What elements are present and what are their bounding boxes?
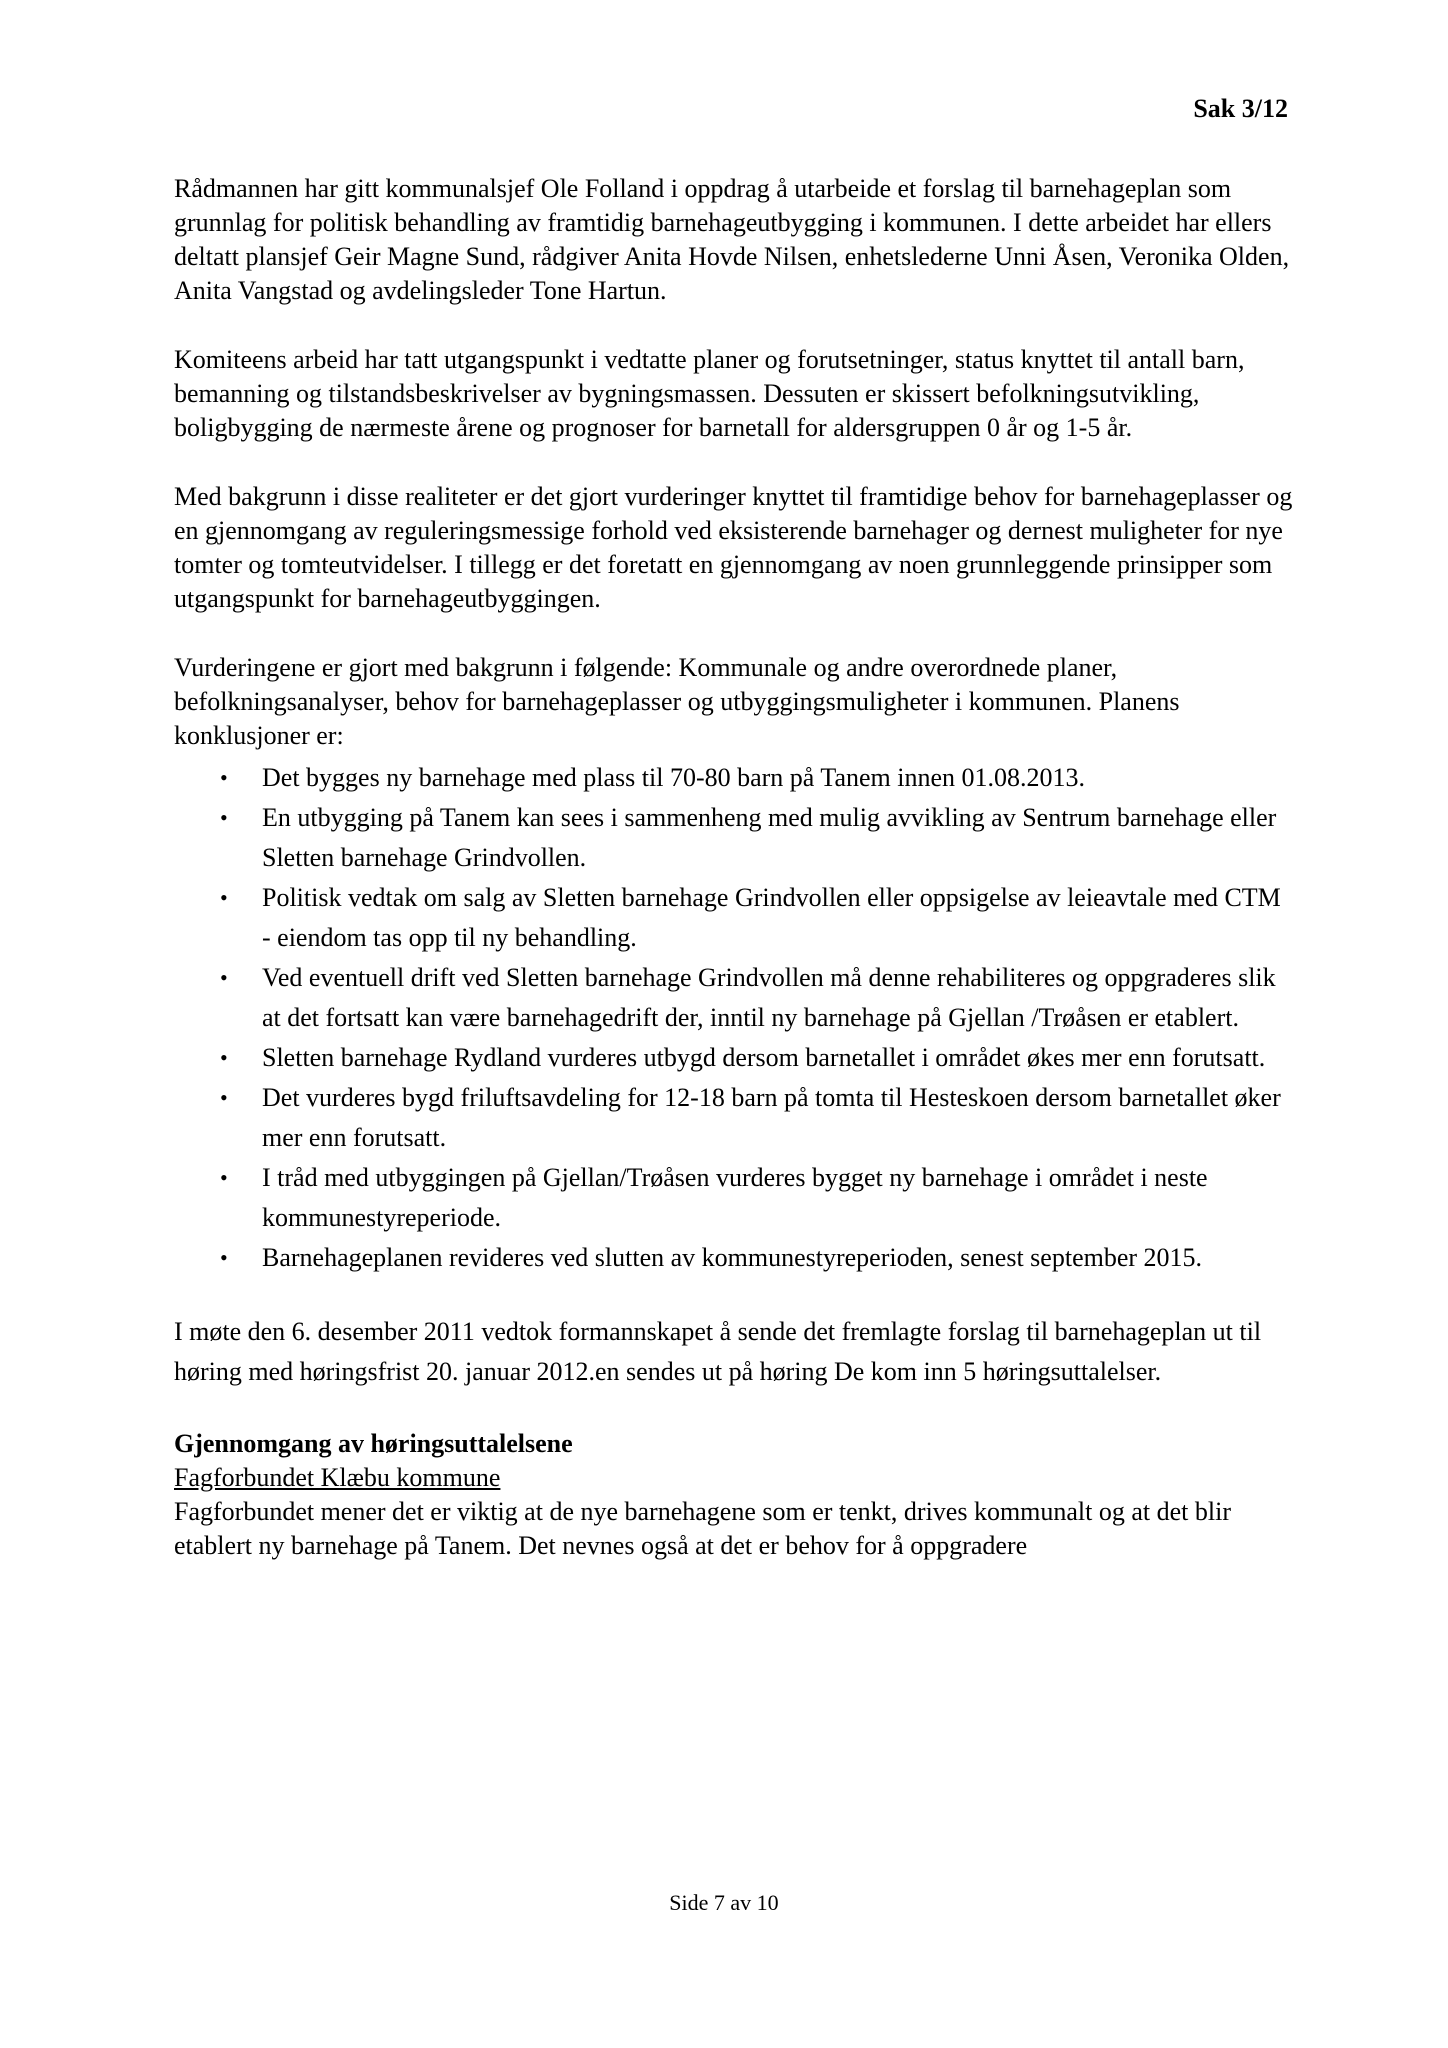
case-reference: Sak 3/12 <box>1193 94 1288 123</box>
list-item-text: Politisk vedtak om salg av Sletten barnehage Grindvollen eller oppsigelse av leieavtale med CTM - eiendom tas opp til ny behandling. <box>262 883 1281 952</box>
conclusions-list <box>174 758 1294 1278</box>
paragraph-committee-work: Komiteens arbeid har tatt utgangspunkt i vedtatte planer og forutsetninger, status knyttet til antall barn, bemanning og tilstandsbeskrivelser av bygningsmassen. Dessuten er skissert befolkningsutvikling, boligbygging de nærmeste årene og prognoser for barnetall for aldersgruppen 0 år og 1-5 år. <box>174 345 1245 442</box>
paragraph-conclusions-intro: Vurderingene er gjort med bakgrunn i følgende: Kommunale og andre overordnede planer, befolkningsanalyser, behov for barnehageplasser og utbyggingsmuligheter i kommunen. Planens konklusjoner er: <box>174 653 1180 750</box>
list-item-text: En utbygging på Tanem kan sees i sammenheng med mulig avvikling av Sentrum barnehage eller Sletten barnehage Grindvollen. <box>262 803 1277 872</box>
subsection-heading: Fagforbundet Klæbu kommune <box>174 1463 501 1492</box>
bullet-icon: • <box>220 1045 228 1070</box>
list-item <box>174 1238 1294 1278</box>
list-item <box>174 798 1294 878</box>
list-item-text: Det bygges ny barnehage med plass til 70-80 barn på Tanem innen 01.08.2013. <box>262 763 1086 792</box>
page-number: Side 7 av 10 <box>669 1890 779 1915</box>
bullet-icon: • <box>220 1245 228 1270</box>
paragraph-assessments: Med bakgrunn i disse realiteter er det gjort vurderinger knyttet til framtidige behov for barnehageplasser og en gjennomgang av reguleringsmessige forhold ved eksisterende barnehager og dernest muligheter for nye tomter og tomteutvidelser. I tillegg er det foretatt en gjennomgang av noen grunnleggende prinsipper som utgangspunkt for barnehageutbyggingen. <box>174 482 1293 613</box>
list-item <box>174 1158 1294 1238</box>
list-item-text: Barnehageplanen revideres ved slutten av kommunestyreperioden, senest september 2015. <box>262 1243 1203 1272</box>
paragraph-meeting: I møte den 6. desember 2011 vedtok formannskapet å sende det fremlagte forslag til barnehageplan ut til høring med høringsfrist 20. januar 2012.en sendes ut på høring De kom inn 5 høringsuttalelser. <box>174 1317 1262 1386</box>
bullet-icon: • <box>220 765 228 790</box>
list-item <box>174 958 1294 1038</box>
section-text: Fagforbundet mener det er viktig at de nye barnehagene som er tenkt, drives kommunalt og at det blir etablert ny barnehage på Tanem. Det nevnes også at det er behov for å oppgradere <box>174 1497 1232 1560</box>
bullet-icon: • <box>220 1165 228 1190</box>
paragraph-assignment: Rådmannen har gitt kommunalsjef Ole Folland i oppdrag å utarbeide et forslag til barnehageplan som grunnlag for politisk behandling av framtidig barnehageutbygging i kommunen. I dette arbeidet har ellers deltatt plansjef Geir Magne Sund, rådgiver Anita Hovde Nilsen, enhetslederne Unni Åsen, Veronika Olden, Anita Vangstad og avdelingsleder Tone Hartun. <box>174 174 1290 305</box>
bullet-icon: • <box>220 805 228 830</box>
list-item-text: Sletten barnehage Rydland vurderes utbygd dersom barnetallet i området økes mer enn forutsatt. <box>262 1043 1266 1072</box>
list-item <box>174 1038 1294 1078</box>
document-body <box>174 172 1294 1563</box>
list-item-text: I tråd med utbyggingen på Gjellan/Trøåsen vurderes bygget ny barnehage i området i neste kommunestyreperiode. <box>262 1163 1208 1232</box>
bullet-icon: • <box>220 885 228 910</box>
bullet-icon: • <box>220 965 228 990</box>
list-item <box>174 878 1294 958</box>
list-item-text: Det vurderes bygd friluftsavdeling for 12-18 barn på tomta til Hesteskoen dersom barnetallet øker mer enn forutsatt. <box>262 1083 1281 1152</box>
section-heading: Gjennomgang av høringsuttalelsene <box>174 1429 573 1458</box>
list-item <box>174 758 1294 798</box>
list-item-text: Ved eventuell drift ved Sletten barnehage Grindvollen må denne rehabiliteres og oppgraderes slik at det fortsatt kan være barnehagedrift der, inntil ny barnehage på Gjellan /Trøåsen er etablert. <box>262 963 1276 1032</box>
list-item <box>174 1078 1294 1158</box>
bullet-icon: • <box>220 1085 228 1110</box>
